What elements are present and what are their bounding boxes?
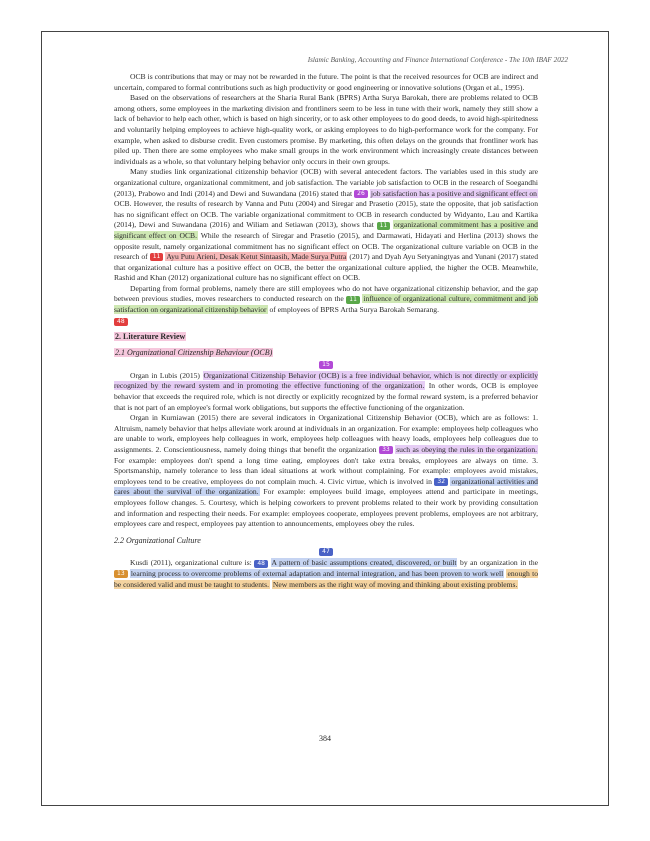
paragraph-2: Based on the observations of researchers at the Sharia Rural Bank (BPRS) Artha Surya Barokah, there are problems related to OCB among others, some employees in the marketing division and frontliners seem to be less in tune with their work, namely they still show a lack of behavior to help each other, which is based on high sincerity, or to ask other employees to do good deeds, to avoid high-spiritedness and voluntarily helping employees to achieve high-quality work, or asking employees to do high-performance work for the company. For example, when asked to disburse credit. Even customers promise. By marketing, this often delays on the grounds that frontliner work has piled up. Then there are some employees who make small groups in the work environment which increasingly create distances between individuals as a whole, so that voluntary helping behavior only occurs in their own groups. [114,93,538,166]
annotation-tag[interactable]: 33 [379,446,393,454]
paragraph-7 [114,558,538,590]
document-body [114,72,538,590]
paragraph-3 [114,167,538,284]
text-span: by an organization in the [460,558,539,568]
text-span: For example: employees build image, employees attend and participate in meetings, employees follow changes. 5. Courtesy, which is helping coworkers to prevent problems related to their work by providing consultation and information and respecting their needs. For example: employees cooperate, employees prevent problems, employees are not arbitrary, employees care and respect, employees pay attention to announcements, employees obey the rules. [114,487,538,529]
section-heading [114,332,538,343]
text-span: For example: employees don't spend a long time eating, employees don't take extra breaks, employees are always on time. 3. Sportsmanship, namely tolerance to less than ideal situations at work without complaining. For example: employees avoid mistakes, employees tend to be creative, employees do not complain much. 4. Civic virtue, which is involved in [114,455,538,486]
paragraph-6 [114,413,538,530]
highlight-span[interactable]: 2. Literature Review [115,331,186,341]
text-span: In other words, OCB is employee behavior that exceeds the required role, which is not directly or explicitly recognized by the formal reward system, is a preferred behavior that is not part of an employee's formal work obligations, but supports the effective functioning of the organization. [114,381,538,412]
highlight-span[interactable]: organizational commitment has a positive and significant effect on OCB. [114,220,538,240]
highlight-span[interactable]: organizational activities and cares about the survival of the organization. [114,476,538,497]
highlight-span[interactable]: New members as the right way of moving and thinking about existing problems. [272,579,518,589]
highlight-span[interactable]: job satisfaction has a positive and significant effect on [370,188,537,198]
annotation-tag[interactable]: 48 [254,560,268,568]
annotation-tag[interactable]: 11 [346,296,360,304]
annotation-tag[interactable]: 26 [354,190,368,198]
highlight-span[interactable]: Ayu Putu Arieni, Desak Ketut Sintaasih, Made Surya Putra [166,252,347,262]
highlight-span[interactable]: 2.1 Organizational Citizenship Behaviour (OCB) [115,348,273,358]
paragraph-5 [114,371,538,413]
subsection-heading: 2.2 Organizational Culture [114,535,201,545]
annotation-tag[interactable]: 13 [114,570,128,578]
text-span: of employees of BPRS Artha Surya Barokah Semarang. [269,305,440,315]
paragraph-4 [114,284,538,316]
highlight-span[interactable]: learning process to overcome problems of external adaptation and internal integration, and has been proven to work well [130,568,504,578]
annotation-tag[interactable]: 11 [377,222,391,230]
text-span: Organ in Kurniawan (2015) there are several indicators in Organizational Citizenship Behavior (OCB), which are as follows: 1. Altruism, namely behavior that helps alleviate work around at individuals in an organization. For example: employees help colleagues who are unable to work, employees help colleagues in work, employees help colleagues with heavy loads, employees help colleagues due to assignments. 2. Conscientiousness, namely doing things that benefit the organization [114,413,538,454]
text-span: Kusdi (2011), organizational culture is: [130,558,252,568]
annotation-tag[interactable]: 32 [434,478,448,486]
highlight-span[interactable]: enough to be considered valid and must be taught to students. [114,568,538,589]
text-span: Departing from formal problems, namely there are still employees who do not have organizational citizenship behavior, and the gap between previous studies, moves researchers to conducted research on the [114,283,538,304]
highlight-span[interactable]: such as obeying the rules in the organization. [396,445,538,454]
annotation-tag[interactable]: 15 [319,361,333,369]
paragraph-1: OCB is contributions that may or may not be rewarded in the future. The point is that the received resources for OCB are indirect and uncertain, compared to formal contributions such as high productivity or good engineering or innovative solutions (Organ et al., 1995). [114,72,538,92]
highlight-span[interactable]: A pattern of basic assumptions created, discovered, or built [271,558,457,568]
text-span: (2017) and Dyah Ayu Setyaningtyas and Yunani (2017) stated that organizational culture has a positive effect on OCB, the better the organizational culture applied, the higher the OCB. Meanwhile, Rashid and Khan (2012) organizational culture has no significant effect on OCB. [114,252,539,283]
annotation-tag[interactable]: 11 [150,253,164,261]
annotation-tag[interactable]: 47 [319,548,333,556]
text-span: Organ in Lubis (2015) [130,370,200,380]
highlight-span[interactable]: influence of organizational culture, commitment and job satisfaction on organizational citizenship behavior [114,294,539,315]
document-page [41,31,609,806]
annotation-tag[interactable]: 48 [114,318,128,326]
text-span: While the research of Siregar and Prasetio (2015), and Darmawati, Hidayati and Herlina (2013) shows the opposite result, namely organizational commitment has no significant effect on OCB. The organizational culture variable on OCB in the research of [114,230,539,262]
page-number: 384 [319,734,331,743]
running-header: Islamic Banking, Accounting and Finance International Conference - The 10th IBAF 2022 [307,56,568,64]
text-span: Many studies link organizational citizenship behavior (OCB) with several antecedent factors. The variables used in this study are organizational culture, organizational commitment, and job satisfaction. The variable job satisfaction to OCB in the research of Soegandhi (2013), Prabowo and Indi (2014) and Dewi and Suwandana (2016) stated that [114,167,538,198]
subsection-heading [114,348,538,359]
text-span: OCB. However, the results of research by Vanna and Putu (2004) and Siregar and Prasetio (2015), state the opposite, that job satisfaction has no significant effect on OCB. The variable organizational commitment to OCB in research conducted by Widyanto, Lau and Kartika (2014), Dewi and Suwandana (2016) and Wiliam and Setiawan (2013), shows that [114,199,538,230]
highlight-span[interactable]: Organizational Citizenship Behavior (OCB) is a free individual behavior, which is not directly or explicitly recognized by the reward system and in promoting the effective functioning of the organization. [114,370,539,391]
